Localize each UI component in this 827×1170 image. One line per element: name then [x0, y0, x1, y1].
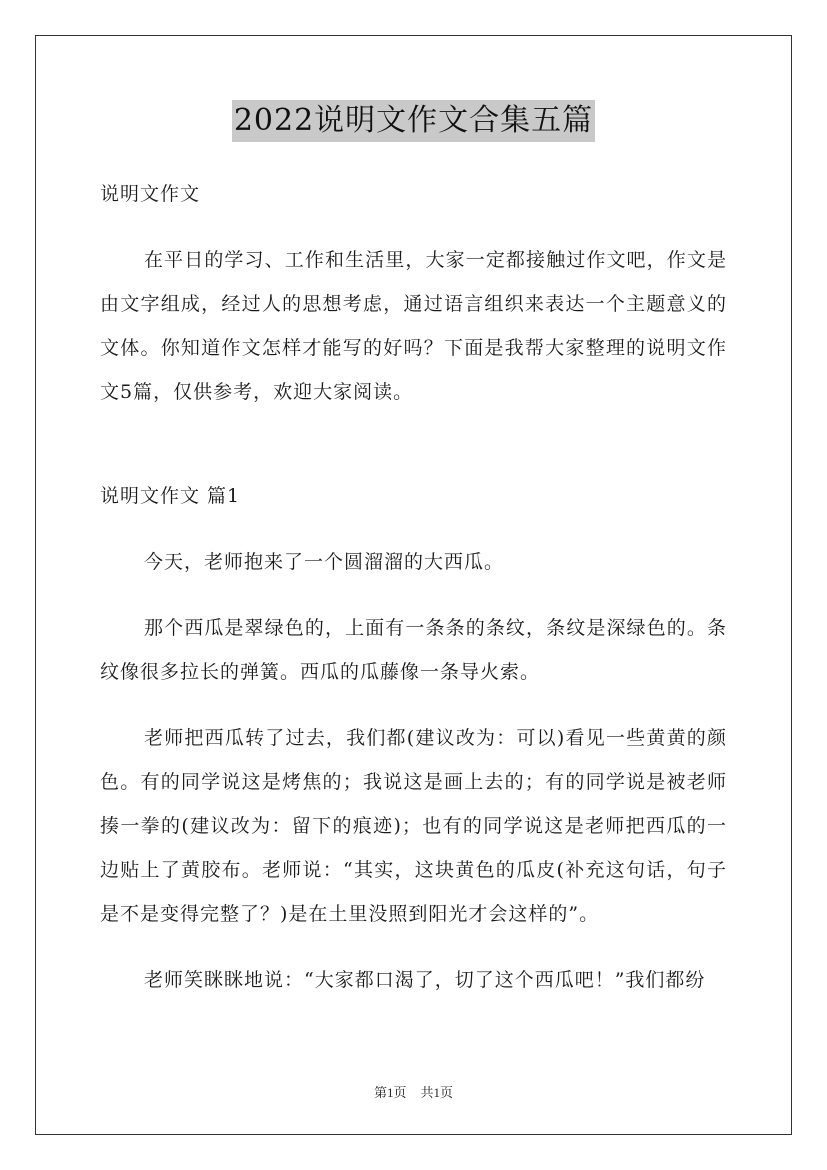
document-body — [100, 172, 727, 1002]
body-paragraph-3: 老师把西瓜转了过去，我们都(建议改为：可以)看见一些黄黄的颜色。有的同学说这是烤焦的；我说这是画上去的；有的同学说是被老师揍一拳的(建议改为：留下的痕迹)；也有的同学说这是老师把西瓜的一边贴上了黄胶布。老师说：“其实，这块黄色的瓜皮(补充这句话，句子是不是变得完整了？)是在土里没照到阳光才会这样的”。 — [100, 727, 727, 925]
article-heading: 说明文作文 篇1 — [100, 485, 241, 507]
body-paragraph-2: 那个西瓜是翠绿色的，上面有一条条的条纹，条纹是深绿色的。条纹像很多拉长的弹簧。西瓜的瓜藤像一条导火索。 — [100, 617, 727, 683]
intro-paragraph: 在平日的学习、工作和生活里，大家一定都接触过作文吧，作文是由文字组成，经过人的思想考虑，通过语言组织来表达一个主题意义的文体。你知道作文怎样才能写的好吗？下面是我帮大家整理的说明文作文5篇，仅供参考，欢迎大家阅读。 — [100, 249, 727, 403]
document-title: 2022说明文作文合集五篇 — [232, 100, 595, 142]
body-paragraph-4: 老师笑眯眯地说：“大家都口渴了，切了这个西瓜吧！”我们都纷 — [144, 969, 706, 991]
page-footer — [0, 1082, 827, 1101]
section-heading: 说明文作文 — [100, 183, 201, 205]
body-paragraph-1: 今天，老师抱来了一个圆溜溜的大西瓜。 — [144, 551, 505, 573]
page-number-current: 第1页 — [373, 1085, 407, 1100]
title-container — [0, 100, 827, 142]
page-number-total: 共1页 — [420, 1085, 454, 1100]
